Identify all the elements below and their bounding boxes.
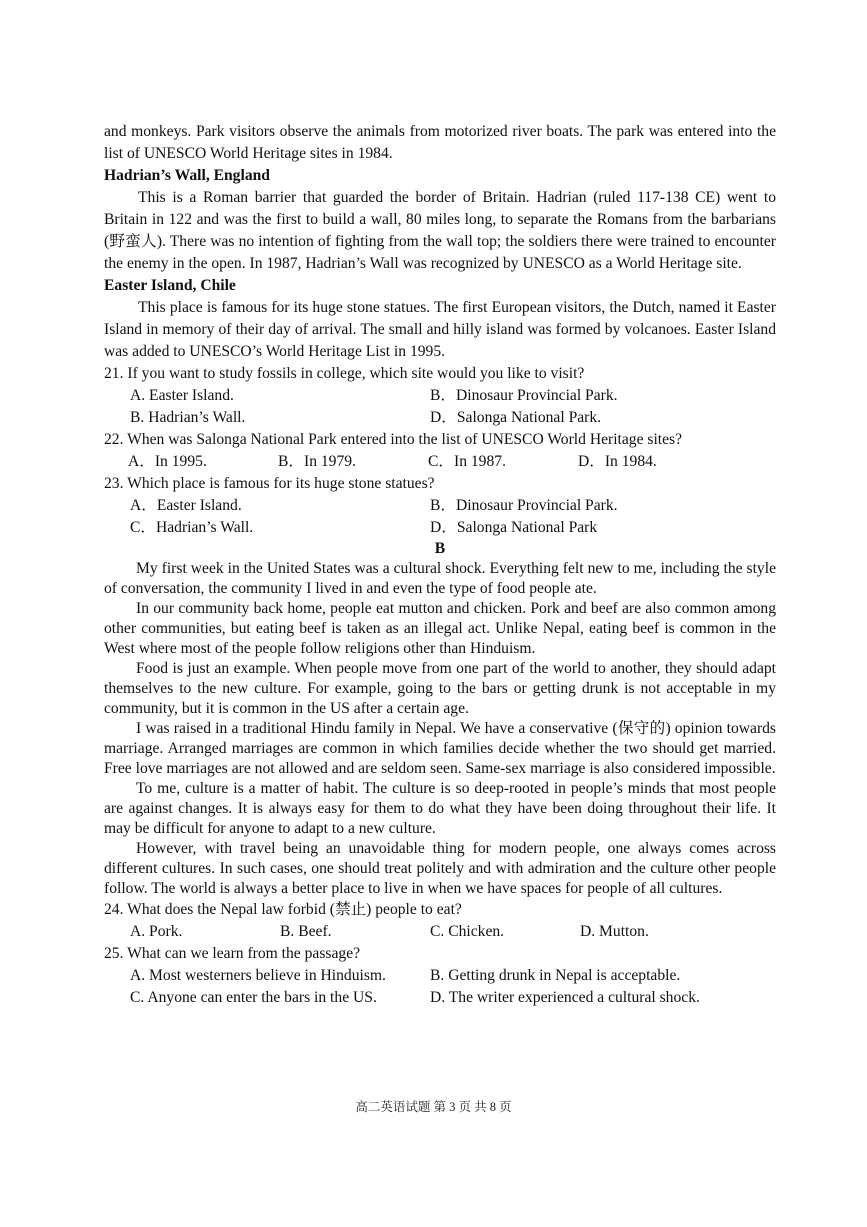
option-d: D．Salonga National Park. xyxy=(430,409,602,426)
option-a: A. Easter Island. xyxy=(130,387,234,404)
option-b: B. Beef. xyxy=(280,923,332,940)
option-a: A．Easter Island. xyxy=(130,497,242,514)
passage-b-paragraph: To me, culture is a matter of habit. The culture is so deep-rooted in people’s minds that most people are against changes. It is always easy for them to do what they have been doing throughout their life. It may be difficult for anyone to adapt to a new culture. xyxy=(104,780,776,837)
question-22 xyxy=(104,429,776,473)
exam-page xyxy=(104,121,776,1009)
passage-b-paragraph: I was raised in a traditional Hindu family in Nepal. We have a conservative (保守的) opinion towards marriage. Arranged marriages are common in which families decide whether the two should get married. Free love marriages are not allowed and are seldom seen. Same-sex marriage is also considered impossible. xyxy=(104,720,776,777)
question-stem: 25. What can we learn from the passage? xyxy=(104,945,361,962)
easter-paragraph: This place is famous for its huge stone statues. The first European visitors, the Dutch, named it Easter Island in memory of their day of arrival. The small and hilly island was formed by volcanoes. Easter Island was added to UNESCO’s World Heritage List in 1995. xyxy=(104,299,776,360)
option-b: B. Getting drunk in Nepal is acceptable. xyxy=(430,967,681,984)
question-options xyxy=(104,495,776,539)
question-24 xyxy=(104,899,776,943)
passage-b xyxy=(104,559,776,899)
option-d: D. The writer experienced a cultural shock. xyxy=(430,989,700,1006)
passage-b-paragraph: My first week in the United States was a cultural shock. Everything felt new to me, including the style of conversation, the community I lived in and even the type of food people ate. xyxy=(104,560,776,597)
option-b: B．Dinosaur Provincial Park. xyxy=(430,387,618,404)
option-b: B．Dinosaur Provincial Park. xyxy=(430,497,618,514)
question-21 xyxy=(104,363,776,429)
passage-b-paragraph: Food is just an example. When people move from one part of the world to another, they should adapt themselves to the new culture. For example, going to the bars or getting drunk is not acceptable in my community, but it is common in the US after a certain age. xyxy=(104,660,776,717)
option-d: D．In 1984. xyxy=(578,453,657,470)
option-d: D．Salonga National Park xyxy=(430,519,598,536)
option-b: B．In 1979. xyxy=(278,453,356,470)
hadrian-heading: Hadrian’s Wall, England xyxy=(104,167,270,184)
question-stem: 23. Which place is famous for its huge stone statues? xyxy=(104,475,435,492)
option-c: C. Anyone can enter the bars in the US. xyxy=(130,989,377,1006)
option-d: D. Mutton. xyxy=(580,923,649,940)
option-a: A. Pork. xyxy=(130,923,183,940)
section-b-label: B xyxy=(434,540,446,557)
question-stem: 21. If you want to study fossils in college, which site would you like to visit? xyxy=(104,365,585,382)
hadrian-paragraph: This is a Roman barrier that guarded the border of Britain. Hadrian (ruled 117-138 CE) went to Britain in 122 and was the first to build a wall, 80 miles long, to separate the Romans from the barbarians (野蛮人). There was no intention of fighting from the wall top; the soldiers there were trained to encounter the enemy in the open. In 1987, Hadrian’s Wall was recognized by UNESCO as a World Heritage site. xyxy=(104,189,776,272)
option-a: A. Most westerners believe in Hinduism. xyxy=(130,967,386,984)
question-stem: 24. What does the Nepal law forbid (禁止) people to eat? xyxy=(104,901,462,918)
question-25 xyxy=(104,943,776,1009)
question-options xyxy=(104,965,776,1009)
option-c: C. Chicken. xyxy=(430,923,505,940)
page-footer: 高二英语试题 第 3 页 共 8 页 xyxy=(355,1100,512,1114)
question-options xyxy=(104,385,776,429)
option-a: A．In 1995. xyxy=(128,453,207,470)
option-c: C．In 1987. xyxy=(428,453,506,470)
option-c: C．Hadrian’s Wall. xyxy=(130,519,254,536)
question-options xyxy=(104,451,776,473)
option-c: B. Hadrian’s Wall. xyxy=(130,409,246,426)
question-stem: 22. When was Salonga National Park entered into the list of UNESCO World Heritage sites? xyxy=(104,431,683,448)
question-options xyxy=(104,921,776,943)
question-23 xyxy=(104,473,776,539)
passage-b-paragraph: In our community back home, people eat mutton and chicken. Pork and beef are also common among other communities, but eating beef is taken as an illegal act. Unlike Nepal, eating beef is common in the West where most of the people follow religions other than Hinduism. xyxy=(104,600,776,657)
passage-a-intro: and monkeys. Park visitors observe the animals from motorized river boats. The park was entered into the list of UNESCO World Heritage sites in 1984. xyxy=(104,123,776,162)
passage-b-paragraph: However, with travel being an unavoidable thing for modern people, one always comes across different cultures. In such cases, one should treat politely and with admiration and the culture other people follow. The world is always a better place to live in when we have spaces for people of all cultures. xyxy=(104,840,776,897)
easter-heading: Easter Island, Chile xyxy=(104,277,236,294)
